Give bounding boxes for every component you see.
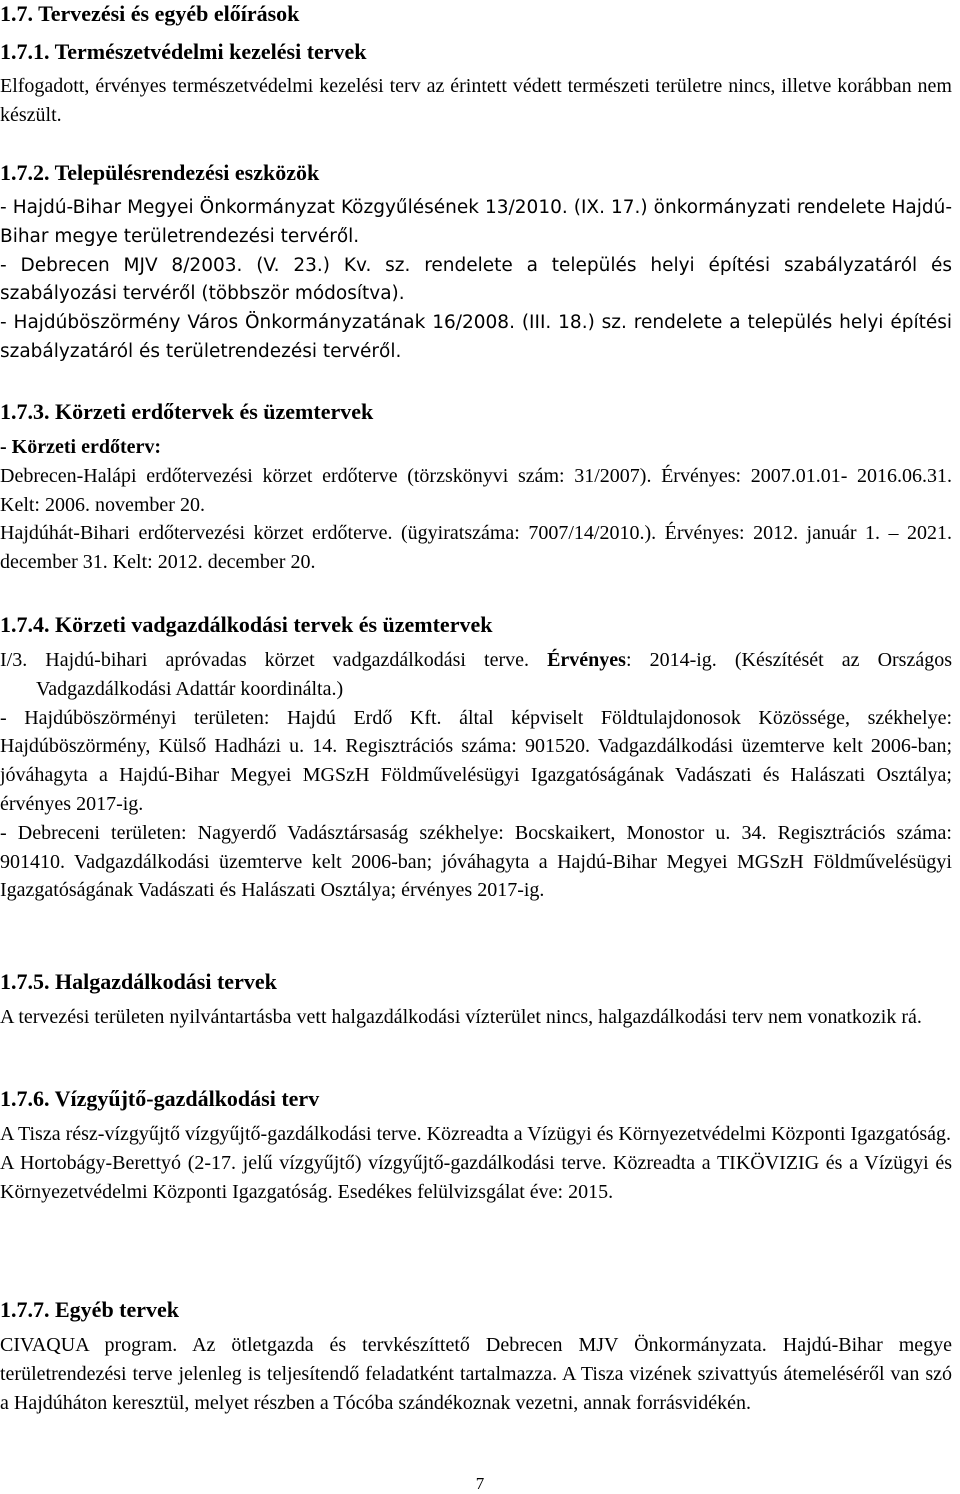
paragraph-nature-conservation (0, 72, 952, 130)
subsection-heading-1-7-7: 1.7.7. Egyéb tervek (0, 1297, 180, 1322)
paragraph-text: Elfogadott, érvényes természetvédelmi kezelési terv az érintett védett természeti területre nincs, illetve korábban nem készült. (0, 75, 952, 126)
paragraph-text: A Hortobágy-Berettyó (2-17. jelű vízgyűjtő) vízgyűjtő-gazdálkodási terve. Közreadta a TIKÖVIZIG és a Vízügyi és Környezetvédelmi Központi Igazgatóság. Esedékes felülvizsgálat éve: 2015. (0, 1151, 952, 1203)
settlement-planning-list (0, 194, 952, 367)
subsection-heading-1-7-3: 1.7.3. Körzeti erdőtervek és üzemtervek (0, 399, 374, 424)
fishery-block (0, 1003, 952, 1032)
game-management-block (0, 646, 952, 905)
subsection-heading-1-7-4: 1.7.4. Körzeti vadgazdálkodási tervek és üzemtervek (0, 612, 493, 637)
list-item (0, 646, 952, 704)
list-item: - Debrecen MJV 8/2003. (V. 23.) Kv. sz. rendelete a település helyi építési szabályzatáról és szabályozási tervéről (többször módosítva). (0, 254, 952, 305)
page-number: 7 (475, 1474, 485, 1493)
list-item: Hajdúhát-Bihari erdőtervezési körzet erdőterve. (ügyiratszáma: 7007/14/2010.). Érvényes: 2012. január 1. – 2021. december 31. Kelt: 2012. december 20. (0, 522, 952, 574)
section-heading-1-7: 1.7. Tervezési és egyéb előírások (0, 1, 300, 26)
forest-plans-block (0, 433, 952, 577)
subsection-heading-1-7-5: 1.7.5. Halgazdálkodási tervek (0, 969, 277, 994)
list-item: Debrecen-Halápi erdőtervezési körzet erdőterve (törzskönyvi szám: 31/2007). Érvényes: 2007.01.01- 2016.06.31. Kelt: 2006. november 20. (0, 464, 952, 516)
list-item: - Debreceni területen: Nagyerdő Vadásztársaság székhelye: Bocskaikert, Monostor u. 34. Regisztrációs száma: 901410. Vadgazdálkodási üzemterve kelt 2006-ban; jóváhagyta a Hajdú-Bihar Megyei MGSzH Földművelésügyi Igazgatóságának Vadászati és Halászati Osztálya; érvényes 2017-ig. (0, 821, 952, 902)
subsection-heading-1-7-2: 1.7.2. Településrendezési eszközök (0, 160, 320, 185)
valid-label: Érvényes (547, 649, 626, 671)
other-plans-block (0, 1331, 952, 1417)
text-run: : 2014-ig. (Készítését az Országos Vadgazdálkodási Adattár koordinálta.) (36, 649, 952, 700)
subsection-heading-1-7-1: 1.7.1. Természetvédelmi kezelési tervek (0, 39, 367, 64)
paragraph-text: A Tisza rész-vízgyűjtő vízgyűjtő-gazdálkodási terve. Közreadta a Vízügyi és Környezetvédelmi Központi Igazgatóság. (0, 1123, 952, 1145)
water-management-block (0, 1120, 952, 1206)
text-run: I/3. Hajdú-bihari apróvadas körzet vadgazdálkodási terve. (0, 649, 548, 671)
subsection-heading-1-7-6: 1.7.6. Vízgyűjtő-gazdálkodási terv (0, 1086, 320, 1111)
list-item: - Hajdúböszörmény Város Önkormányzatának 16/2008. (III. 18.) sz. rendelete a település helyi építési szabályzatáról és területrendezési tervéről. (0, 312, 952, 362)
paragraph-text: A tervezési területen nyilvántartásba vett halgazdálkodási vízterület nincs, halgazdálkodási terv nem vonatkozik rá. (0, 1006, 922, 1028)
list-item: - Hajdú-Bihar Megyei Önkormányzat Közgyűlésének 13/2010. (IX. 17.) önkormányzati rendelete Hajdú-Bihar megye területrendezési tervéről. (0, 197, 952, 247)
forest-plan-subheading: - Körzeti erdőterv: (0, 436, 162, 458)
paragraph-text: CIVAQUA program. Az ötletgazda és tervkészíttető Debrecen MJV Önkormányzata. Hajdú-Bihar megye területrendezési terve jelenleg is teljesítendő feladatként tartalmazza. A Tisza vizének szivattyús átemeléséről van szó a Hajdúháton keresztül, melyet részben a Tócóba szándékoznak vezetni, annak forrásvidékén. (0, 1334, 952, 1414)
list-item: - Hajdúböszörményi területen: Hajdú Erdő Kft. által képviselt Földtulajdonosok Közössége, székhelye: Hajdúböszörmény, Külső Hadházi u. 14. Regisztrációs száma: 901520. Vadgazdálkodási üzemterve kelt 2006-ban; jóváhagyta a Hajdú-Bihar Megyei MGSzH Földművelésügyi Igazgatóságának Vadászati és Halászati Osztálya; érvényes 2017-ig. (0, 706, 952, 815)
